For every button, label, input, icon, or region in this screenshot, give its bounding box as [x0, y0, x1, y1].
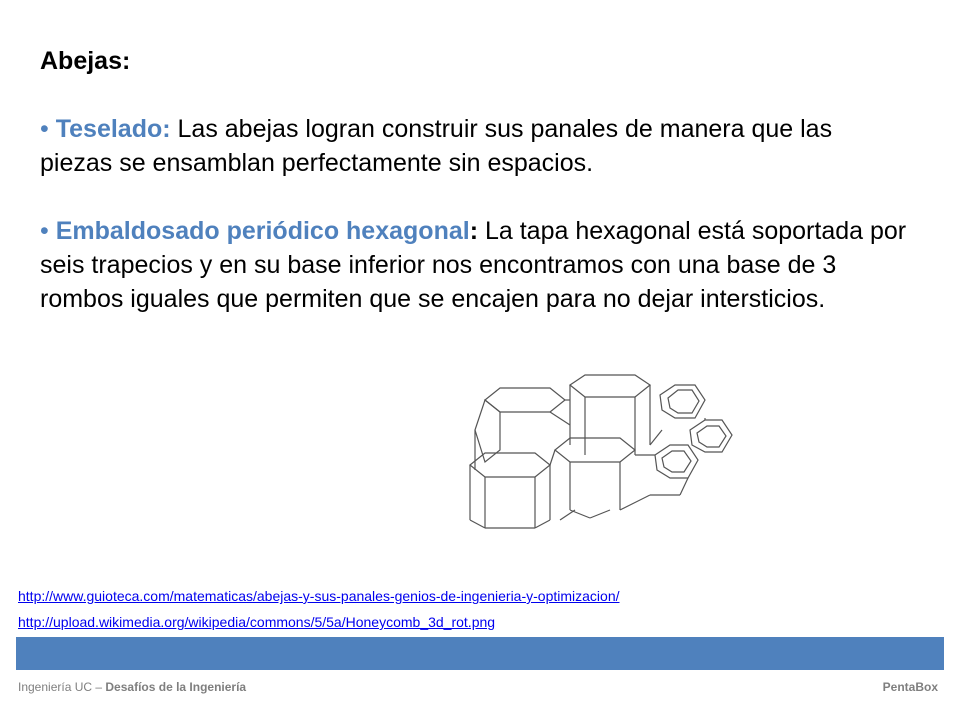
bullet-text: Las abejas logran construir sus panales de manera que las piezas se ensamblan perfectamente sin espacios.: [40, 115, 833, 177]
bullet-term: Teselado: [55, 115, 163, 143]
bullet-teselado: [40, 112, 910, 180]
source-link-guioteca[interactable]: http://www.guioteca.com/matematicas/abejas-y-sus-panales-genios-de-ingenieria-y-optimizacion/: [18, 588, 620, 604]
bullet-marker: •: [40, 115, 49, 143]
bullet-colon: :: [162, 115, 171, 143]
footer-right: PentaBox: [882, 680, 938, 694]
honeycomb-3d-icon: [440, 370, 740, 530]
bullet-marker: •: [40, 217, 49, 245]
bullet-colon: :: [469, 217, 479, 245]
footer-left-course: Desafíos de la Ingeniería: [105, 680, 247, 694]
slide-body: [40, 44, 910, 350]
source-link-wikimedia[interactable]: http://upload.wikimedia.org/wikipedia/commons/5/5a/Honeycomb_3d_rot.png: [18, 614, 496, 630]
bullet-embaldosado: [40, 214, 910, 316]
bullet-term: Embaldosado periódico hexagonal: [55, 217, 470, 245]
footer-accent-bar: [16, 637, 944, 670]
footer-left-prefix: Ingeniería UC –: [18, 680, 106, 694]
slide-heading: Abejas:: [40, 47, 131, 75]
bullet-text: La tapa hexagonal está soportada por seis trapecios y en su base inferior nos encontramos con una base de 3 rombos iguales que permiten que se encajen para no dejar intersticios.: [40, 217, 907, 313]
source-links: [18, 583, 620, 635]
footer-left: [18, 680, 246, 694]
